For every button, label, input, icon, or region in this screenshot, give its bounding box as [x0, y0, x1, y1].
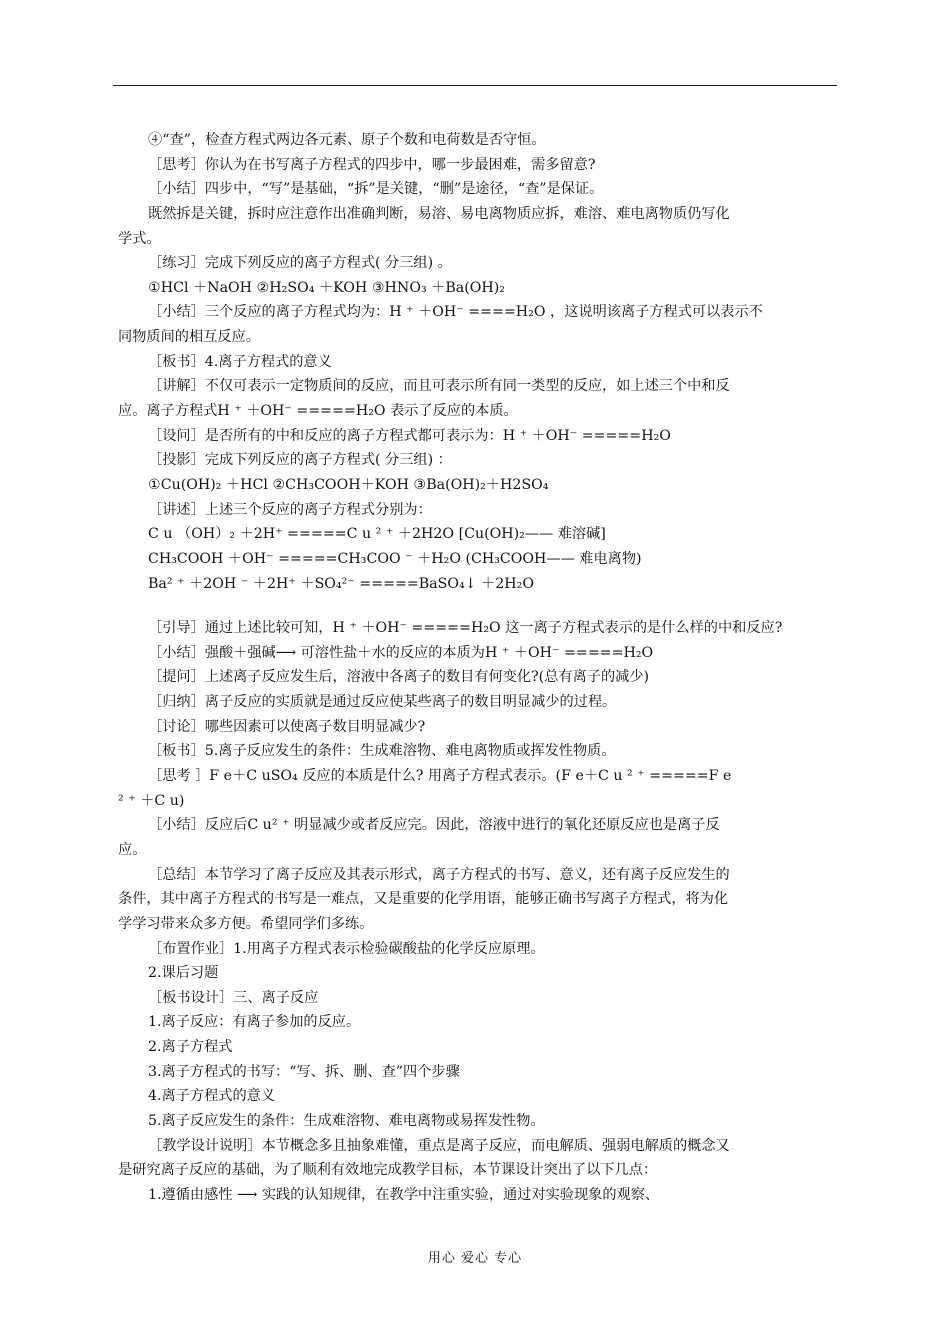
page-footer: 用心 爱心 专心	[427, 1251, 523, 1266]
text-line: 既然拆是关键，拆时应注意作出准确判断，易溶、易电离物质应拆，难溶、难电离物质仍写化	[148, 205, 730, 222]
text-line: ［提问］上述离子反应发生后，溶液中各离子的数目有何变化?(总有离子的减少)	[148, 669, 650, 686]
text-line: ［小结］强酸＋强碱⟶ 可溶性盐＋水的反应的本质为H ⁺ ＋OH⁻ =====H₂O	[148, 644, 654, 661]
text-line: ² ⁺ ＋C u)	[118, 792, 185, 809]
text-line: ［练习］完成下列反应的离子方程式( 分三组) 。	[148, 255, 452, 272]
text-line: ［讲解］不仅可表示一定物质间的反应，而且可表示所有同一类型的反应，如上述三个中和反	[148, 378, 730, 395]
text-line: ［板书］4.离子方程式的意义	[148, 353, 332, 370]
text-line: ［教学设计说明］本节概念多且抽象难懂，重点是离子反应，而电解质、强弱电解质的概念又	[148, 1137, 730, 1154]
text-line: ［引导］通过上述比较可知，H ⁺ ＋OH⁻ =====H₂O 这一离子方程式表示的是什么样的中和反应?	[148, 620, 783, 637]
text-line: 是研究离子反应的基础，为了顺利有效地完成教学目标，本节课设计突出了以下几点：	[118, 1162, 658, 1179]
document-body	[118, 128, 838, 1208]
text-line: 3.离子方程式的书写：“写、拆、删、查”四个步骤	[148, 1063, 460, 1080]
text-line: ［板书设计］三、离子反应	[148, 989, 319, 1006]
text-line: 1.离子反应：有离子参加的反应。	[148, 1014, 361, 1031]
text-line: ［小结］四步中，“写”是基础，“拆”是关键，“删”是途径，“查”是保证。	[148, 181, 604, 198]
text-line: ［思考］你认为在书写离子方程式的四步中，哪一步最困难，需多留意?	[148, 156, 596, 173]
text-line: 学学习带来众多方便。希望同学们多练。	[118, 915, 374, 932]
text-line: ④“查”，检查方程式两边各元素、原子个数和电荷数是否守恒。	[148, 132, 546, 148]
text-line: ［小结］三个反应的离子方程式均为：H ⁺ ＋OH⁻ ====H₂O ，这说明该离子方程式可以表示不	[148, 304, 763, 321]
text-line: Ba² ⁺ ＋2OH ⁻ ＋2H⁺ ＋SO₄²⁻ =====BaSO₄↓ ＋2H₂O	[148, 575, 534, 592]
text-line: C u （OH）₂ ＋2H⁺ =====C u ² ⁺ ＋2H2O [Cu(OH)₂—— 难溶碱]	[148, 526, 606, 543]
text-line: ［讲述］上述三个反应的离子方程式分别为：	[148, 501, 432, 518]
text-line: ［小结］反应后C u² ⁺ 明显减少或者反应完。因此，溶液中进行的氧化还原反应也是离子反	[148, 817, 720, 834]
text-line: ［布置作业］1.用离子方程式表示检验碳酸盐的化学反应原理。	[148, 940, 545, 957]
text-line: ①HCl ＋NaOH ②H₂SO₄ ＋KOH ③HNO₃ ＋Ba(OH)₂	[148, 279, 505, 296]
text-line: ［总结］本节学习了离子反应及其表示形式，离子方程式的书写、意义，还有离子反应发生的	[148, 866, 730, 883]
text-line: ［讨论］哪些因素可以使离子数目明显减少?	[148, 718, 426, 735]
header-rule	[113, 85, 837, 86]
equation-spacer	[118, 596, 838, 616]
text-line: 5.离子反应发生的条件：生成难溶物、难电离物或易挥发性物。	[148, 1112, 545, 1129]
text-line: ［归纳］离子反应的实质就是通过反应使某些离子的数目明显减少的过程。	[148, 694, 617, 711]
text-line: ①Cu(OH)₂ ＋HCl ②CH₃COOH＋KOH ③Ba(OH)₂＋H2SO₄	[148, 476, 549, 493]
text-line: 4.离子方程式的意义	[148, 1088, 276, 1105]
text-line: 条件，其中离子方程式的书写是一难点，又是重要的化学用语，能够正确书写离子方程式，将为化	[118, 891, 729, 908]
text-line: CH₃COOH ＋OH⁻ =====CH₃COO ⁻ ＋H₂O (CH₃COOH—— 难电离物)	[148, 550, 642, 567]
text-line: 1.遵循由感性 ⟶ 实践的认知规律，在教学中注重实验，通过对实验现象的观察、	[148, 1186, 660, 1203]
text-line: 2.离子方程式	[148, 1039, 233, 1056]
text-line: ［板书］5.离子反应发生的条件：生成难溶物、难电离物质或挥发性物质。	[148, 743, 616, 760]
text-line: 同物质间的相互反应。	[118, 329, 260, 346]
text-line: 学式。	[118, 230, 161, 247]
text-line: 应。离子方程式H ⁺ ＋OH⁻ =====H₂O 表示了反应的本质。	[118, 403, 518, 420]
text-line: 2.课后习题	[148, 965, 219, 982]
text-line: ［思考 ］F e＋C uSO₄ 反应的本质是什么? 用离子方程式表示。(F e＋C u ² ⁺ =====F e	[148, 768, 732, 785]
text-line: 应。	[118, 841, 147, 858]
text-line: ［设问］是否所有的中和反应的离子方程式都可表示为：H ⁺ ＋OH⁻ =====H₂O	[148, 427, 671, 444]
text-line: ［投影］完成下列反应的离子方程式( 分三组) ：	[148, 452, 452, 469]
